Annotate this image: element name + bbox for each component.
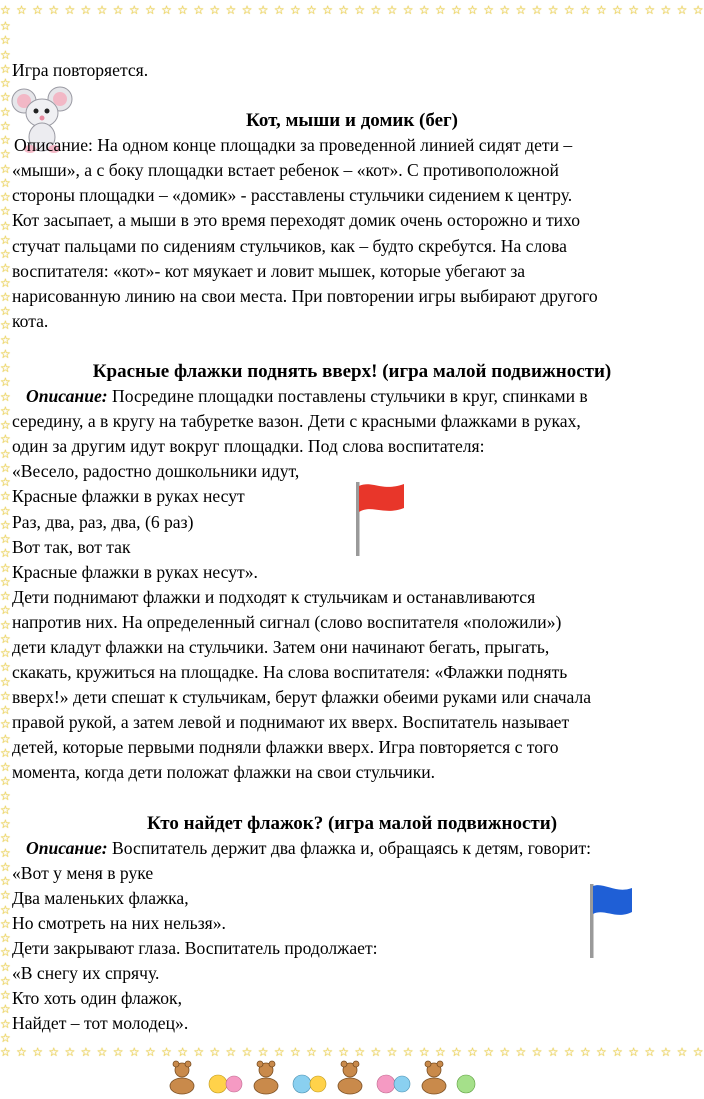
game1-title: Кот, мыши и домик (бег) bbox=[246, 110, 458, 132]
game3-line: «В снегу их спрячу. bbox=[12, 963, 160, 984]
star-icon: ☆ bbox=[0, 204, 11, 219]
star-icon: ☆ bbox=[0, 33, 11, 48]
star-icon: ☆ bbox=[596, 3, 607, 17]
star-icon: ☆ bbox=[193, 3, 205, 17]
intro-text: Игра повторяется. bbox=[12, 60, 149, 80]
star-icon: ☆ bbox=[547, 3, 559, 17]
star-icon: ☆ bbox=[0, 517, 11, 532]
game2-first-line bbox=[12, 384, 692, 409]
star-icon: ☆ bbox=[628, 3, 640, 17]
document-body bbox=[12, 58, 692, 1036]
description-label: Описание: bbox=[26, 386, 108, 407]
star-icon: ☆ bbox=[0, 147, 11, 162]
star-icon: ☆ bbox=[0, 1016, 11, 1031]
star-icon: ☆ bbox=[0, 361, 11, 375]
star-icon: ☆ bbox=[579, 3, 591, 17]
star-icon: ☆ bbox=[0, 945, 11, 960]
star-icon: ☆ bbox=[0, 275, 11, 290]
star-icon: ☆ bbox=[0, 788, 11, 803]
star-icon: ☆ bbox=[32, 1045, 43, 1059]
star-icon: ☆ bbox=[0, 646, 11, 660]
star-icon: ☆ bbox=[451, 1045, 462, 1059]
star-icon: ☆ bbox=[0, 289, 11, 304]
star-icon: ☆ bbox=[0, 1045, 11, 1059]
star-icon: ☆ bbox=[177, 1045, 188, 1059]
star-icon: ☆ bbox=[644, 1045, 656, 1059]
star-icon: ☆ bbox=[451, 3, 462, 17]
star-icon: ☆ bbox=[644, 3, 656, 17]
star-icon: ☆ bbox=[0, 988, 11, 1002]
star-icon: ☆ bbox=[289, 3, 301, 17]
star-icon: ☆ bbox=[193, 1045, 205, 1059]
star-icon: ☆ bbox=[0, 888, 11, 903]
star-icon: ☆ bbox=[0, 76, 11, 90]
game3-first-text: Воспитатель держит два флажка и, обращаясь к детям, говорит: bbox=[107, 837, 592, 858]
star-icon: ☆ bbox=[144, 1045, 156, 1059]
teddy-bears-icon bbox=[160, 1060, 490, 1096]
star-icon: ☆ bbox=[434, 3, 446, 17]
star-icon: ☆ bbox=[209, 1045, 221, 1059]
star-icon: ☆ bbox=[209, 3, 221, 17]
star-icon: ☆ bbox=[0, 446, 11, 461]
star-icon: ☆ bbox=[547, 1045, 559, 1059]
game2-line: детей, которые первыми подняли флажки вверх. Игра повторяется с того bbox=[12, 737, 559, 758]
star-icon: ☆ bbox=[483, 1045, 495, 1059]
game2-line: напротив них. На определенный сигнал (слово воспитателя «положили») bbox=[12, 611, 562, 632]
star-icon: ☆ bbox=[0, 418, 11, 432]
game2-line: скакать, кружиться на площадке. На слова воспитателя: «Флажки поднять bbox=[12, 662, 568, 683]
star-icon: ☆ bbox=[48, 1045, 60, 1059]
star-icon: ☆ bbox=[0, 261, 11, 276]
game1-line: Описание: На одном конце площадки за проведенной линией сидят дети – bbox=[14, 135, 573, 156]
star-icon: ☆ bbox=[563, 3, 575, 17]
star-icon: ☆ bbox=[0, 175, 11, 190]
star-icon: ☆ bbox=[0, 318, 11, 333]
game3-first-line bbox=[12, 836, 692, 861]
star-border-top bbox=[0, 4, 704, 18]
star-icon: ☆ bbox=[0, 346, 11, 361]
star-icon: ☆ bbox=[257, 1045, 269, 1059]
star-icon: ☆ bbox=[0, 774, 11, 789]
star-icon: ☆ bbox=[692, 1045, 704, 1059]
star-icon: ☆ bbox=[354, 1045, 366, 1059]
game2-line: один за другим идут вокруг площадки. Под слова воспитателя: bbox=[12, 436, 485, 457]
star-icon: ☆ bbox=[0, 717, 11, 732]
star-icon: ☆ bbox=[0, 1030, 11, 1045]
star-icon: ☆ bbox=[16, 3, 27, 17]
game2-text bbox=[12, 409, 692, 785]
star-icon: ☆ bbox=[64, 3, 76, 17]
star-border-left bbox=[0, 20, 12, 1044]
star-icon: ☆ bbox=[0, 304, 11, 318]
star-icon: ☆ bbox=[0, 802, 11, 817]
star-icon: ☆ bbox=[161, 1045, 172, 1059]
star-icon: ☆ bbox=[48, 3, 60, 17]
star-icon: ☆ bbox=[612, 3, 623, 17]
game2-line: правой рукой, а затем левой и поднимают их вверх. Воспитатель называет bbox=[12, 712, 570, 733]
game3-line: «Вот у меня в руке bbox=[12, 862, 154, 883]
star-icon: ☆ bbox=[0, 460, 11, 475]
star-icon: ☆ bbox=[0, 104, 11, 119]
star-icon: ☆ bbox=[0, 232, 11, 247]
star-icon: ☆ bbox=[0, 688, 11, 703]
star-icon: ☆ bbox=[0, 247, 11, 261]
star-icon: ☆ bbox=[338, 1045, 350, 1059]
star-icon: ☆ bbox=[467, 1045, 478, 1059]
star-icon: ☆ bbox=[692, 3, 704, 17]
star-icon: ☆ bbox=[0, 745, 11, 760]
game2-line: Раз, два, раз, два, (6 раз) bbox=[12, 511, 194, 532]
star-icon: ☆ bbox=[112, 3, 124, 17]
star-icon: ☆ bbox=[273, 1045, 285, 1059]
star-icon: ☆ bbox=[0, 731, 11, 746]
star-icon: ☆ bbox=[80, 1045, 92, 1059]
star-icon: ☆ bbox=[0, 1002, 11, 1017]
star-icon: ☆ bbox=[515, 1045, 527, 1059]
star-icon: ☆ bbox=[418, 1045, 430, 1059]
star-icon: ☆ bbox=[628, 1045, 640, 1059]
game1-line: воспитателя: «кот»- кот мяукает и ловит мышек, которые убегают за bbox=[12, 260, 526, 281]
game1-text bbox=[12, 133, 692, 334]
star-icon: ☆ bbox=[225, 3, 237, 17]
star-icon: ☆ bbox=[0, 546, 11, 561]
star-icon: ☆ bbox=[306, 3, 317, 17]
star-icon: ☆ bbox=[676, 1045, 688, 1059]
star-icon: ☆ bbox=[273, 3, 285, 17]
star-icon: ☆ bbox=[612, 1045, 623, 1059]
star-icon: ☆ bbox=[322, 3, 333, 17]
game3-line: Найдет – тот молодец». bbox=[12, 1013, 189, 1034]
description-label: Описание: bbox=[26, 837, 108, 858]
star-icon: ☆ bbox=[0, 190, 11, 204]
game2-line: момента, когда дети положат флажки на свои стульчики. bbox=[12, 762, 436, 783]
star-icon: ☆ bbox=[0, 674, 11, 689]
star-icon: ☆ bbox=[0, 332, 11, 347]
star-icon: ☆ bbox=[0, 90, 11, 105]
star-icon: ☆ bbox=[0, 874, 11, 888]
star-icon: ☆ bbox=[257, 3, 269, 17]
star-icon: ☆ bbox=[0, 560, 11, 575]
star-icon: ☆ bbox=[0, 133, 11, 147]
star-icon: ☆ bbox=[112, 1045, 124, 1059]
star-icon: ☆ bbox=[0, 161, 11, 176]
star-icon: ☆ bbox=[32, 3, 43, 17]
star-icon: ☆ bbox=[0, 916, 11, 931]
star-icon: ☆ bbox=[0, 617, 11, 632]
game1-line: стучат пальцами по сидениям стульчиков, как – будто скребутся. На слова bbox=[12, 235, 567, 256]
star-icon: ☆ bbox=[177, 3, 188, 17]
star-icon: ☆ bbox=[0, 19, 11, 33]
star-icon: ☆ bbox=[370, 1045, 382, 1059]
game1-line: Кот засыпает, а мыши в это время переходят домик очень осторожно и тихо bbox=[12, 210, 581, 231]
star-icon: ☆ bbox=[0, 403, 11, 418]
star-icon: ☆ bbox=[96, 1045, 108, 1059]
star-icon: ☆ bbox=[370, 3, 382, 17]
star-icon: ☆ bbox=[96, 3, 108, 17]
star-icon: ☆ bbox=[225, 1045, 237, 1059]
star-icon: ☆ bbox=[0, 218, 11, 233]
game1-line: кота. bbox=[12, 310, 49, 331]
star-icon: ☆ bbox=[0, 660, 11, 675]
star-icon: ☆ bbox=[0, 432, 11, 447]
star-icon: ☆ bbox=[386, 3, 398, 17]
game1-line: стороны площадки – «домик» - расставлены стульчики сидением к центру. bbox=[12, 185, 573, 206]
game3-line: Два маленьких флажка, bbox=[12, 887, 189, 908]
star-icon: ☆ bbox=[0, 902, 11, 917]
star-icon: ☆ bbox=[241, 3, 253, 17]
star-icon: ☆ bbox=[386, 1045, 398, 1059]
star-icon: ☆ bbox=[0, 631, 11, 646]
star-icon: ☆ bbox=[0, 47, 11, 62]
star-icon: ☆ bbox=[354, 3, 366, 17]
game3-line: Но смотреть на них нельзя». bbox=[12, 912, 226, 933]
star-icon: ☆ bbox=[0, 845, 11, 860]
star-icon: ☆ bbox=[161, 3, 172, 17]
star-icon: ☆ bbox=[0, 118, 11, 133]
star-icon: ☆ bbox=[128, 3, 140, 17]
star-icon: ☆ bbox=[241, 1045, 253, 1059]
game2-line: вверх!» дети спешат к стульчикам, берут флажки обеими руками или сначала bbox=[12, 687, 592, 708]
star-icon: ☆ bbox=[144, 3, 156, 17]
star-icon: ☆ bbox=[531, 1045, 543, 1059]
game3-line: Кто хоть один флажок, bbox=[12, 988, 183, 1009]
star-icon: ☆ bbox=[0, 931, 11, 945]
star-icon: ☆ bbox=[596, 1045, 607, 1059]
star-icon: ☆ bbox=[0, 532, 11, 546]
star-icon: ☆ bbox=[0, 859, 11, 874]
star-icon: ☆ bbox=[563, 1045, 575, 1059]
star-icon: ☆ bbox=[499, 1045, 511, 1059]
star-icon: ☆ bbox=[80, 3, 92, 17]
game2-title: Красные флажки поднять вверх! (игра малой подвижности) bbox=[92, 360, 612, 382]
star-icon: ☆ bbox=[306, 1045, 317, 1059]
star-icon: ☆ bbox=[128, 1045, 140, 1059]
game1-line: нарисованную линию на свои места. При повторении игры выбирают другого bbox=[12, 285, 598, 306]
star-icon: ☆ bbox=[64, 1045, 76, 1059]
game2-line: Вот так, вот так bbox=[12, 536, 131, 557]
star-icon: ☆ bbox=[0, 589, 11, 603]
star-icon: ☆ bbox=[483, 3, 495, 17]
game3-line: Дети закрывают глаза. Воспитатель продолжает: bbox=[12, 938, 378, 958]
star-icon: ☆ bbox=[0, 603, 11, 618]
star-icon: ☆ bbox=[676, 3, 688, 17]
star-icon: ☆ bbox=[418, 3, 430, 17]
star-icon: ☆ bbox=[0, 831, 11, 846]
star-icon: ☆ bbox=[402, 1045, 414, 1059]
game2-line: Дети поднимают флажки и подходят к стульчикам и останавливаются bbox=[12, 586, 536, 607]
star-icon: ☆ bbox=[660, 1045, 672, 1059]
star-icon: ☆ bbox=[531, 3, 543, 17]
star-icon: ☆ bbox=[0, 817, 11, 831]
star-icon: ☆ bbox=[0, 574, 11, 589]
star-icon: ☆ bbox=[579, 1045, 591, 1059]
star-icon: ☆ bbox=[434, 1045, 446, 1059]
star-icon: ☆ bbox=[0, 703, 11, 717]
game2-line: «Весело, радостно дошкольники идут, bbox=[12, 461, 300, 482]
star-icon: ☆ bbox=[0, 61, 11, 76]
star-icon: ☆ bbox=[467, 3, 478, 17]
star-icon: ☆ bbox=[0, 503, 11, 518]
star-icon: ☆ bbox=[402, 3, 414, 17]
star-border-bottom bbox=[0, 1046, 704, 1060]
game2-line: середину, а в кругу на табуретке вазон. Дети с красными флажками в руках, bbox=[12, 411, 581, 432]
star-icon: ☆ bbox=[289, 1045, 301, 1059]
game1-line: «мыши», а с боку площадки встает ребенок – «кот». С противоположной bbox=[12, 160, 559, 181]
game3-title: Кто найдет флажок? (игра малой подвижности) bbox=[146, 812, 558, 834]
star-icon: ☆ bbox=[16, 1045, 27, 1059]
star-icon: ☆ bbox=[338, 3, 350, 17]
star-icon: ☆ bbox=[0, 973, 11, 988]
game3-text bbox=[12, 861, 692, 1037]
star-icon: ☆ bbox=[0, 489, 11, 504]
star-icon: ☆ bbox=[322, 1045, 333, 1059]
star-icon: ☆ bbox=[0, 389, 11, 404]
star-icon: ☆ bbox=[0, 959, 11, 974]
star-icon: ☆ bbox=[660, 3, 672, 17]
star-icon: ☆ bbox=[0, 475, 11, 489]
star-icon: ☆ bbox=[0, 3, 11, 17]
game2-line: Красные флажки в руках несут bbox=[12, 486, 245, 507]
star-icon: ☆ bbox=[499, 3, 511, 17]
star-icon: ☆ bbox=[0, 375, 11, 390]
game2-line: Красные флажки в руках несут». bbox=[12, 561, 258, 582]
game2-line: дети кладут флажки на стульчики. Затем они начинают бегать, прыгать, bbox=[12, 636, 550, 657]
game2-first-text: Посредине площадки поставлены стульчики в круг, спинками в bbox=[107, 386, 588, 407]
star-icon: ☆ bbox=[515, 3, 527, 17]
star-icon: ☆ bbox=[0, 760, 11, 774]
